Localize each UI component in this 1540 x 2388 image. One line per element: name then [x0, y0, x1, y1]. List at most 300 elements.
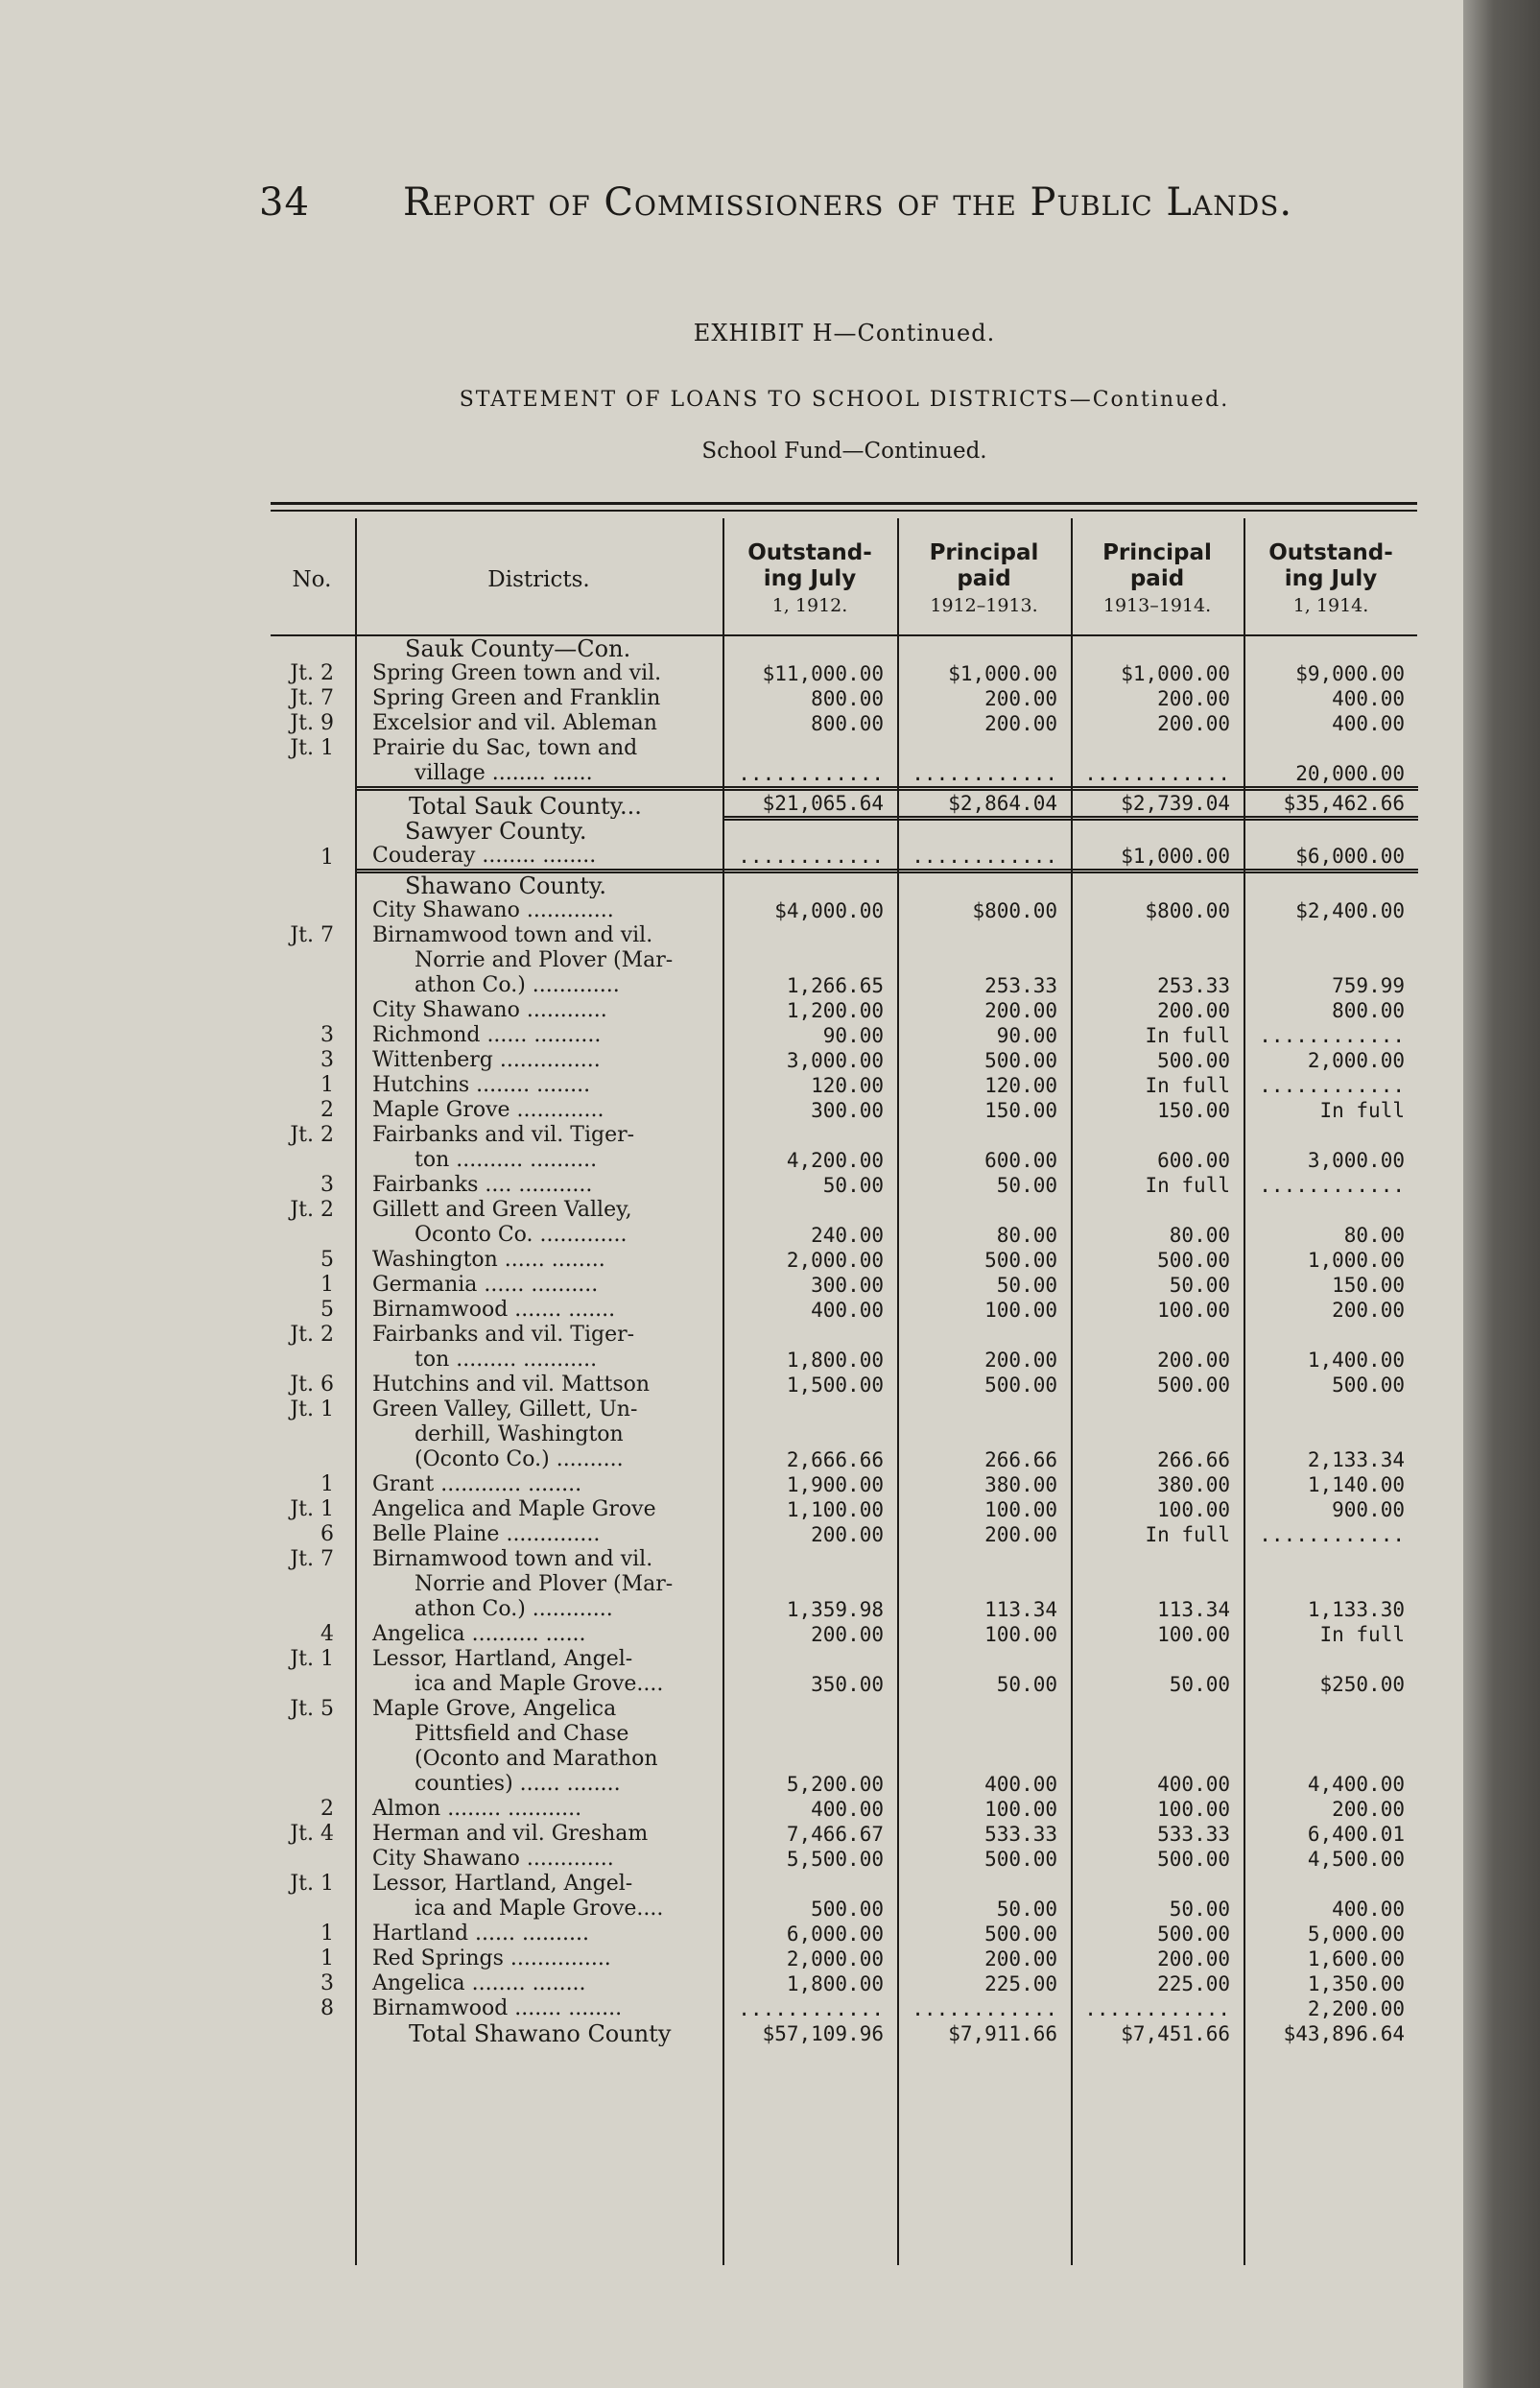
- paid-1912-1913: 500.00: [984, 1248, 1057, 1272]
- district-number: Jt. 9: [290, 711, 334, 735]
- district-name: (Oconto Co.) ..........: [415, 1446, 624, 1471]
- total-outstanding-1914: $35,462.66: [1244, 789, 1418, 819]
- district-number: Jt. 7: [290, 1546, 334, 1571]
- paid-1912-1913: 380.00: [984, 1472, 1057, 1496]
- district-name: Hutchins and vil. Mattson: [372, 1372, 651, 1397]
- district-name: Richmond ...... ..........: [372, 1022, 602, 1047]
- paid-1912-1913: [897, 1422, 1071, 1447]
- district-name: Gillett and Green Valley,: [372, 1197, 632, 1222]
- paid-1913-1914: 380.00: [1157, 1472, 1230, 1496]
- outstanding-1914: 1,600.00: [1307, 1946, 1405, 1970]
- district-name: Birnamwood ....... ........: [372, 1995, 623, 2020]
- table-row: [269, 1373, 1418, 1397]
- table-row: [269, 1572, 1418, 1597]
- paid-1913-1914: [1071, 1123, 1244, 1148]
- total-row: [269, 2021, 1418, 2046]
- district-number: Jt. 1: [290, 1871, 334, 1896]
- header-paid-1913-1914: [1071, 523, 1244, 636]
- top-rule: [271, 502, 1417, 505]
- district-number: [269, 1223, 355, 1248]
- total-outstanding-1912: $57,109.96: [762, 2021, 884, 2045]
- paid-1912-1913: 200.00: [984, 1348, 1057, 1372]
- district-name: Fairbanks and vil. Tiger-: [372, 1322, 635, 1347]
- table-row: [269, 1772, 1418, 1797]
- outstanding-1912: 2,000.00: [786, 1946, 884, 1970]
- district-number: [269, 1348, 355, 1373]
- district-name: Excelsior and vil. Ableman: [372, 711, 657, 735]
- table-row: [269, 1148, 1418, 1173]
- outstanding-1914: 1,140.00: [1307, 1472, 1405, 1496]
- outstanding-1914: 759.99: [1332, 973, 1405, 997]
- outstanding-1912: 200.00: [811, 1622, 884, 1646]
- outstanding-1914: [1244, 1572, 1418, 1597]
- outstanding-1914: 4,400.00: [1307, 1772, 1405, 1796]
- district-name: Angelica and Maple Grove: [372, 1496, 656, 1521]
- outstanding-1914: 80.00: [1343, 1223, 1405, 1247]
- blank-cell: [897, 636, 1071, 661]
- header-paid-1912-1913: [897, 523, 1071, 636]
- table-row: [269, 1672, 1418, 1697]
- outstanding-1914: ............: [1259, 1173, 1405, 1197]
- district-number: Jt. 1: [290, 736, 334, 760]
- outstanding-1914: [1244, 1547, 1418, 1572]
- outstanding-1914: [1244, 1198, 1418, 1223]
- outstanding-1914: [1244, 1697, 1418, 1722]
- paid-1912-1913: 400.00: [984, 1772, 1057, 1796]
- page-number: 34: [259, 180, 310, 225]
- outstanding-1912: [723, 923, 897, 948]
- table-row: [269, 661, 1418, 686]
- paid-1913-1914: 200.00: [1157, 1946, 1230, 1970]
- paid-1913-1914: [1071, 1572, 1244, 1597]
- outstanding-1912: 50.00: [822, 1173, 884, 1197]
- paid-1913-1914: 500.00: [1157, 1048, 1230, 1072]
- paid-1912-1913: $1,000.00: [948, 662, 1057, 685]
- paid-1913-1914: [1071, 923, 1244, 948]
- outstanding-1914: $2,400.00: [1295, 898, 1405, 922]
- outstanding-1914: 2,000.00: [1307, 1048, 1405, 1072]
- district-name: Angelica .......... ......: [372, 1621, 586, 1646]
- total-paid-1913-1914: $2,739.04: [1071, 789, 1244, 819]
- table-row: [269, 1522, 1418, 1547]
- outstanding-1914: In full: [1319, 1622, 1405, 1646]
- blank-cell: [269, 2021, 355, 2046]
- district-number: [269, 1722, 355, 1747]
- outstanding-1914: 2,133.34: [1307, 1447, 1405, 1471]
- paid-1913-1914: 100.00: [1157, 1797, 1230, 1821]
- paid-1913-1914: 500.00: [1157, 1373, 1230, 1397]
- paid-1913-1914: [1071, 1747, 1244, 1772]
- paid-1913-1914: ............: [1071, 761, 1244, 789]
- outstanding-1912: [723, 1722, 897, 1747]
- outstanding-1912: 2,666.66: [786, 1447, 884, 1471]
- district-name: ica and Maple Grove....: [415, 1896, 664, 1921]
- table-row: [269, 1946, 1418, 1971]
- paid-1912-1913: 100.00: [984, 1298, 1057, 1322]
- outstanding-1914: [1244, 1747, 1418, 1772]
- district-name: Birnamwood ....... .......: [372, 1297, 616, 1322]
- table-row: [269, 898, 1418, 923]
- table-row: [269, 1223, 1418, 1248]
- table-row: [269, 1996, 1418, 2021]
- blank-cell: [1244, 819, 1418, 844]
- outstanding-1912: 2,000.00: [786, 1248, 884, 1272]
- district-number: [269, 1672, 355, 1697]
- county-heading-row: [269, 636, 1418, 661]
- paid-1912-1913: [897, 923, 1071, 948]
- paid-1913-1914: [1071, 1647, 1244, 1672]
- outstanding-1912: ............: [723, 761, 897, 789]
- district-name: ton .......... ..........: [415, 1147, 598, 1172]
- paid-1913-1914: 200.00: [1157, 712, 1230, 735]
- outstanding-1912: 1,500.00: [786, 1373, 884, 1397]
- sauk-section: [269, 636, 1418, 819]
- table-row: [269, 1298, 1418, 1323]
- paid-1912-1913: 120.00: [984, 1073, 1057, 1097]
- district-number: Jt. 7: [290, 922, 334, 947]
- paid-1913-1914: [1071, 1198, 1244, 1223]
- table-row: [269, 1472, 1418, 1497]
- header-outstanding-1914: [1244, 523, 1418, 636]
- district-number: [269, 1597, 355, 1622]
- district-name: Almon ........ ...........: [372, 1796, 582, 1821]
- paid-1913-1914: 50.00: [1169, 1273, 1230, 1297]
- outstanding-1914: ............: [1259, 1522, 1405, 1546]
- district-name: Grant ............ ........: [372, 1471, 582, 1496]
- outstanding-1914: 200.00: [1332, 1797, 1405, 1821]
- outstanding-1912: $4,000.00: [774, 898, 884, 922]
- paid-1912-1913: ............: [897, 844, 1071, 872]
- outstanding-1912: 90.00: [822, 1023, 884, 1047]
- total-label: Total Sauk County...: [409, 792, 642, 819]
- outstanding-1914: 3,000.00: [1307, 1148, 1405, 1172]
- outstanding-1914: $250.00: [1319, 1672, 1405, 1696]
- fund-caption: School Fund—Continued.: [701, 439, 987, 464]
- district-number: [269, 1772, 355, 1797]
- outstanding-1912: 1,359.98: [786, 1597, 884, 1621]
- outstanding-1914: 800.00: [1332, 998, 1405, 1022]
- district-name: Pittsfield and Chase: [415, 1721, 629, 1746]
- outstanding-1912: 1,900.00: [786, 1472, 884, 1496]
- outstanding-1912: 5,200.00: [786, 1772, 884, 1796]
- district-number: 3: [320, 1047, 334, 1072]
- blank-cell: [897, 871, 1071, 898]
- header-line: paid: [957, 566, 1011, 591]
- district-number: [269, 1148, 355, 1173]
- table-row: [269, 1273, 1418, 1298]
- paid-1913-1914: 500.00: [1157, 1922, 1230, 1946]
- district-number: [269, 1572, 355, 1597]
- district-number: Jt. 1: [290, 1397, 334, 1421]
- outstanding-1912: 5,500.00: [786, 1847, 884, 1871]
- district-number: [269, 1747, 355, 1772]
- district-number: 1: [320, 1921, 334, 1946]
- paid-1913-1914: [1071, 1547, 1244, 1572]
- paid-1912-1913: 50.00: [996, 1173, 1057, 1197]
- district-name: Spring Green and Franklin: [372, 686, 661, 710]
- paid-1913-1914: [1071, 1722, 1244, 1747]
- district-name: Couderay ........ ........: [355, 844, 723, 872]
- outstanding-1912: [723, 1872, 897, 1897]
- outstanding-1912: 4,200.00: [786, 1148, 884, 1172]
- paid-1912-1913: [897, 1872, 1071, 1897]
- outstanding-1914: [1244, 1872, 1418, 1897]
- outstanding-1912: 200.00: [811, 1522, 884, 1546]
- district-name: Angelica ........ ........: [372, 1970, 586, 1995]
- paid-1913-1914: $1,000.00: [1071, 844, 1244, 872]
- district-number: 8: [320, 1995, 334, 2020]
- paid-1913-1914: 113.34: [1157, 1597, 1230, 1621]
- table-row: [269, 1897, 1418, 1922]
- paid-1912-1913: 200.00: [984, 1522, 1057, 1546]
- outstanding-1914: [1244, 1422, 1418, 1447]
- table-row: [269, 1323, 1418, 1348]
- paid-1912-1913: 50.00: [996, 1672, 1057, 1696]
- paid-1913-1914: [1071, 736, 1244, 761]
- header-no: No.: [292, 566, 332, 592]
- paid-1913-1914: [1071, 1697, 1244, 1722]
- paid-1913-1914: ............: [1084, 1996, 1230, 2020]
- outstanding-1912: [723, 1572, 897, 1597]
- paid-1913-1914: 266.66: [1157, 1447, 1230, 1471]
- paid-1912-1913: 200.00: [984, 687, 1057, 710]
- district-name: City Shawano .............: [372, 897, 614, 922]
- county-heading: Sauk County—Con.: [405, 636, 631, 661]
- header-line: Principal: [929, 540, 1039, 565]
- outstanding-1912: 350.00: [811, 1672, 884, 1696]
- county-heading-row: [269, 819, 1418, 844]
- top-rule-thin: [271, 510, 1417, 512]
- paid-1912-1913: 266.66: [984, 1447, 1057, 1471]
- paid-1912-1913: [897, 1323, 1071, 1348]
- district-number: [269, 948, 355, 973]
- paid-1912-1913: 50.00: [996, 1273, 1057, 1297]
- district-number: Jt. 7: [290, 686, 334, 710]
- paid-1913-1914: [1071, 1323, 1244, 1348]
- outstanding-1912: [723, 1323, 897, 1348]
- paid-1912-1913: [897, 1123, 1071, 1148]
- district-name: Fairbanks and vil. Tiger-: [372, 1122, 635, 1147]
- paid-1913-1914: 400.00: [1157, 1772, 1230, 1796]
- table-row: [269, 1173, 1418, 1198]
- district-number: Jt. 1: [290, 1496, 334, 1521]
- district-name: Germania ...... ..........: [372, 1272, 599, 1297]
- district-number: Jt. 6: [290, 1372, 334, 1397]
- outstanding-1912: 240.00: [811, 1223, 884, 1247]
- header-date: 1, 1914.: [1292, 595, 1369, 616]
- outstanding-1914: 20,000.00: [1244, 761, 1418, 789]
- blank-cell: [723, 871, 897, 898]
- outstanding-1914: ............: [1259, 1023, 1405, 1047]
- district-number: [269, 973, 355, 998]
- outstanding-1914: 5,000.00: [1307, 1922, 1405, 1946]
- header-outstanding-1912: [723, 523, 897, 636]
- district-name: athon Co.) ............: [415, 1596, 613, 1621]
- table-row: [269, 1547, 1418, 1572]
- paid-1913-1914: 200.00: [1157, 998, 1230, 1022]
- district-number: Jt. 2: [290, 661, 334, 685]
- loans-table: [269, 523, 1418, 2046]
- outstanding-1912: 400.00: [811, 1797, 884, 1821]
- outstanding-1912: [723, 1198, 897, 1223]
- district-number: 3: [320, 1172, 334, 1197]
- running-title: Report of Commissioners of the Public Lands.: [403, 180, 1293, 225]
- outstanding-1912: 300.00: [811, 1098, 884, 1122]
- table-row: [269, 711, 1418, 736]
- paid-1912-1913: [897, 1722, 1071, 1747]
- table-row: [269, 1073, 1418, 1098]
- outstanding-1912: 1,800.00: [786, 1348, 884, 1372]
- district-name: Green Valley, Gillett, Un-: [372, 1397, 638, 1421]
- header-line: [897, 592, 1071, 619]
- outstanding-1912: [723, 1397, 897, 1422]
- district-name: athon Co.) .............: [415, 972, 620, 997]
- paid-1912-1913: 200.00: [984, 998, 1057, 1022]
- paid-1912-1913: 225.00: [984, 1971, 1057, 1995]
- outstanding-1912: 1,266.65: [786, 973, 884, 997]
- table-row: [269, 1098, 1418, 1123]
- outstanding-1914: [1244, 1123, 1418, 1148]
- district-number: 1: [320, 1272, 334, 1297]
- outstanding-1912: $11,000.00: [762, 662, 884, 685]
- paid-1912-1913: [897, 1747, 1071, 1772]
- paid-1912-1913: 100.00: [984, 1622, 1057, 1646]
- district-name: Norrie and Plover (Mar-: [415, 1571, 674, 1596]
- outstanding-1914: ............: [1259, 1073, 1405, 1097]
- district-name: Red Springs ...............: [372, 1946, 611, 1970]
- outstanding-1914: 1,350.00: [1307, 1971, 1405, 1995]
- table-row: [269, 923, 1418, 948]
- blank-cell: [1071, 871, 1244, 898]
- outstanding-1912: [723, 1697, 897, 1722]
- blank-cell: [269, 789, 355, 819]
- county-heading: Shawano County.: [405, 872, 606, 898]
- district-name: Herman and vil. Gresham: [372, 1821, 649, 1846]
- blank-cell: [723, 819, 897, 844]
- district-name: Hartland ...... ..........: [372, 1921, 589, 1946]
- outstanding-1914: [1244, 1647, 1418, 1672]
- district-number: [269, 761, 355, 789]
- outstanding-1912: 120.00: [811, 1073, 884, 1097]
- outstanding-1912: 800.00: [811, 712, 884, 735]
- outstanding-1914: 400.00: [1332, 1897, 1405, 1921]
- total-row: [269, 789, 1418, 819]
- district-number: Jt. 4: [290, 1821, 334, 1846]
- header-line: paid: [1129, 566, 1185, 591]
- paid-1912-1913: 500.00: [984, 1373, 1057, 1397]
- district-number: 4: [320, 1621, 334, 1646]
- outstanding-1914: 900.00: [1332, 1497, 1405, 1521]
- district-name: Hutchins ........ ........: [372, 1072, 591, 1097]
- blank-cell: [1244, 636, 1418, 661]
- paid-1913-1914: 600.00: [1157, 1148, 1230, 1172]
- paid-1913-1914: 150.00: [1157, 1098, 1230, 1122]
- paid-1913-1914: 253.33: [1157, 973, 1230, 997]
- table-row: [269, 1248, 1418, 1273]
- outstanding-1912: [723, 736, 897, 761]
- outstanding-1914: 500.00: [1332, 1373, 1405, 1397]
- district-number: [269, 898, 355, 923]
- outstanding-1912: 7,466.67: [786, 1822, 884, 1846]
- paid-1913-1914: $1,000.00: [1121, 662, 1230, 685]
- outstanding-1914: [1244, 1397, 1418, 1422]
- outstanding-1912: 400.00: [811, 1298, 884, 1322]
- paid-1912-1913: 50.00: [996, 1897, 1057, 1921]
- district-name: Prairie du Sac, town and: [372, 736, 638, 760]
- outstanding-1912: 800.00: [811, 687, 884, 710]
- district-number: Jt. 5: [290, 1696, 334, 1721]
- district-name: ica and Maple Grove....: [415, 1671, 664, 1696]
- table-row: [269, 844, 1418, 872]
- outstanding-1914: 1,000.00: [1307, 1248, 1405, 1272]
- paid-1912-1913: 90.00: [996, 1023, 1057, 1047]
- paid-1913-1914: 500.00: [1157, 1847, 1230, 1871]
- table-row: [269, 1048, 1418, 1073]
- table-row: [269, 1847, 1418, 1872]
- district-number: 3: [320, 1970, 334, 1995]
- county-heading-row: [269, 871, 1418, 898]
- total-paid-1913-1914: $7,451.66: [1121, 2021, 1230, 2045]
- district-name: City Shawano ............: [372, 997, 607, 1022]
- district-number: 2: [320, 1097, 334, 1122]
- district-number: 1: [320, 846, 334, 870]
- paid-1913-1914: $800.00: [1145, 898, 1230, 922]
- paid-1913-1914: In full: [1145, 1522, 1230, 1546]
- outstanding-1912: [723, 1747, 897, 1772]
- district-number: Jt. 2: [290, 1122, 334, 1147]
- blank-cell: [1071, 819, 1244, 844]
- paid-1913-1914: 100.00: [1157, 1497, 1230, 1521]
- outstanding-1914: 400.00: [1332, 712, 1405, 735]
- outstanding-1912: [723, 948, 897, 973]
- header-line: [723, 592, 897, 619]
- district-number: 6: [320, 1521, 334, 1546]
- table-row: [269, 1971, 1418, 1996]
- paid-1913-1914: 200.00: [1157, 687, 1230, 710]
- statement-caption: STATEMENT OF LOANS TO SCHOOL DISTRICTS—Continued.: [459, 388, 1230, 412]
- district-name: Fairbanks .... ...........: [372, 1172, 593, 1197]
- outstanding-1912: ............: [738, 1996, 884, 2020]
- table-row: [269, 1397, 1418, 1422]
- table-row: [269, 973, 1418, 998]
- district-name: Spring Green town and vil.: [372, 661, 662, 685]
- outstanding-1912: 500.00: [811, 1897, 884, 1921]
- paid-1912-1913: 100.00: [984, 1497, 1057, 1521]
- outstanding-1912: 300.00: [811, 1273, 884, 1297]
- paid-1913-1914: In full: [1145, 1073, 1230, 1097]
- table-row: [269, 1822, 1418, 1847]
- district-name: Belle Plaine ..............: [372, 1521, 601, 1546]
- district-number: [269, 998, 355, 1023]
- outstanding-1914: 400.00: [1332, 687, 1405, 710]
- header-line: Outstand-: [1268, 540, 1393, 565]
- outstanding-1914: [1244, 948, 1418, 973]
- header-line: Principal: [1102, 540, 1212, 565]
- district-number: 5: [320, 1297, 334, 1322]
- table-row: [269, 1023, 1418, 1048]
- header-date: 1913–1914.: [1102, 595, 1212, 616]
- outstanding-1914: 150.00: [1332, 1273, 1405, 1297]
- district-number: 3: [320, 1022, 334, 1047]
- table-row: [269, 1797, 1418, 1822]
- header-districts: Districts.: [487, 566, 590, 592]
- district-number: Jt. 2: [290, 1197, 334, 1222]
- outstanding-1912: [723, 1547, 897, 1572]
- district-name: City Shawano .............: [372, 1846, 614, 1871]
- outstanding-1914: 1,133.30: [1307, 1597, 1405, 1621]
- paid-1912-1913: 113.34: [984, 1597, 1057, 1621]
- paid-1912-1913: 600.00: [984, 1148, 1057, 1172]
